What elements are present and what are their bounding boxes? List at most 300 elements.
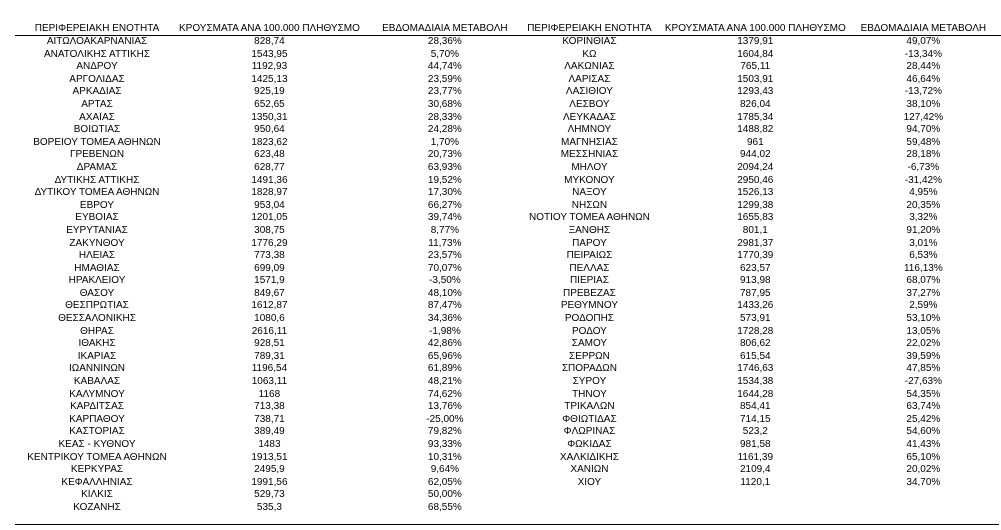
cases-cell: 981,58 (740, 439, 771, 450)
region-cell: ΗΡΑΚΛΕΙΟΥ (68, 275, 126, 287)
table-row (514, 124, 1001, 137)
cases-cell: 1379,91 (737, 36, 774, 47)
region-cell: ΠΙΕΡΙΑΣ (569, 275, 609, 287)
cases-cell: 1644,28 (737, 388, 774, 400)
region-cell: ΣΑΜΟΥ (571, 338, 608, 350)
cases-cell: 773,38 (254, 250, 285, 262)
cases-cell: 1526,13 (737, 187, 774, 199)
table-row (15, 275, 530, 288)
table-row (514, 414, 1001, 427)
region-cell: ΚΑΣΤΟΡΙΑΣ (69, 426, 125, 438)
table-row (514, 36, 1001, 49)
region-cell: ΑΡΚΑΔΙΑΣ (72, 86, 122, 98)
cases-cell: 1425,13 (251, 73, 288, 85)
table-row (15, 351, 530, 364)
table-row (514, 439, 1001, 452)
change-cell: 24,28% (427, 124, 462, 136)
cases-cell: 2495,9 (254, 464, 285, 476)
region-cell: ΣΠΟΡΑΔΩΝ (561, 363, 617, 375)
region-cell: ΦΘΙΩΤΙΔΑΣ (562, 413, 617, 425)
table-row (15, 99, 530, 112)
change-cell: 39,59% (906, 350, 941, 362)
change-cell: 8,77% (430, 224, 460, 236)
region-cell: ΘΕΣΠΡΩΤΙΑΣ (65, 300, 129, 312)
change-cell: 70,07% (427, 262, 462, 274)
table-row (15, 238, 530, 251)
region-cell: ΘΗΡΑΣ (80, 325, 114, 337)
change-cell: 20,73% (427, 149, 462, 161)
change-cell: 13,76% (427, 401, 462, 413)
region-cell: ΕΥΒΟΙΑΣ (75, 212, 119, 224)
region-cell: ΕΥΡΥΤΑΝΙΑΣ (66, 224, 128, 236)
cases-cell: 623,57 (740, 262, 771, 274)
table-row (514, 250, 1001, 263)
header-row (15, 22, 530, 36)
table-row (15, 149, 530, 162)
region-cell: ΓΡΕΒΕΝΩΝ (69, 149, 125, 161)
region-cell: ΧΑΛΚΙΔΙΚΗΣ (559, 451, 619, 463)
change-cell: -31,42% (904, 174, 942, 186)
region-cell: ΕΒΡΟΥ (79, 199, 115, 211)
region-cell: ΔΥΤΙΚΗΣ ΑΤΤΙΚΗΣ (54, 174, 140, 186)
region-cell: ΡΟΔΟΠΗΣ (564, 313, 614, 325)
cases-cell: 806,62 (740, 338, 771, 350)
cases-cell: 849,67 (254, 287, 285, 299)
cases-cell: 789,31 (254, 350, 285, 362)
change-cell: 68,07% (906, 275, 941, 287)
region-cell: ΚΑΡΠΑΘΟΥ (69, 413, 125, 425)
change-cell: 11,73% (428, 237, 462, 249)
region-cell: ΤΗΝΟΥ (572, 388, 607, 400)
region-cell: ΚΕΦΑΛΛΗΝΙΑΣ (61, 476, 133, 488)
cases-cell: 928,51 (254, 338, 285, 350)
table-row (15, 225, 530, 238)
table-row (514, 275, 1001, 288)
table-row (15, 502, 530, 515)
cases-cell: 801,1 (742, 224, 768, 236)
cases-cell: 2109,4 (740, 464, 771, 476)
cases-cell: 535,3 (256, 501, 282, 513)
change-cell: 30,68% (427, 98, 462, 110)
table-row (15, 187, 530, 200)
region-cell: ΝΟΤΙΟΥ ΤΟΜΕΑ ΑΘΗΝΩΝ (529, 212, 650, 224)
region-cell: ΣΕΡΡΩΝ (568, 350, 610, 362)
cases-cell: 1604,84 (737, 48, 774, 60)
region-cell: ΚΕΝΤΡΙΚΟΥ ΤΟΜΕΑ ΑΘΗΝΩΝ (27, 451, 167, 463)
change-cell: 61,89% (427, 363, 462, 375)
cases-cell: 389,49 (254, 426, 285, 438)
region-cell: ΗΛΕΙΑΣ (78, 250, 116, 262)
table-row (15, 250, 530, 263)
cases-cell: 1299,38 (737, 199, 774, 211)
region-cell: ΒΟΙΩΤΙΑΣ (73, 124, 121, 136)
bottom-divider (15, 524, 999, 525)
cases-cell: 738,71 (254, 413, 285, 425)
change-cell: 28,18% (906, 149, 941, 161)
region-cell: ΑΝΔΡΟΥ (76, 61, 118, 73)
cases-cell: 1828,97 (251, 187, 288, 199)
region-cell: ΛΕΣΒΟΥ (569, 98, 610, 110)
change-cell: 44,74% (427, 61, 462, 73)
table-row (514, 175, 1001, 188)
region-cell: ΑΧΑΪΑΣ (79, 111, 115, 123)
table-row (514, 212, 1001, 225)
cases-cell: 1433,26 (737, 300, 774, 312)
cases-cell: 2981,37 (737, 237, 774, 249)
change-cell: 46,64% (906, 73, 941, 85)
region-cell: ΝΗΣΩΝ (571, 199, 608, 211)
region-cell: ΙΘΑΚΗΣ (78, 338, 116, 350)
cases-cell: 854,41 (740, 401, 771, 413)
header-change: ΕΒΔΟΜΑΔΙΑΙΑ ΜΕΤΑΒΟΛΗ (382, 23, 508, 34)
region-cell: ΚΑΡΔΙΤΣΑΣ (70, 401, 124, 413)
cases-cell: 628,77 (254, 161, 285, 173)
change-cell: 59,48% (906, 136, 941, 148)
change-cell: 19,52% (427, 174, 462, 186)
region-cell: ΠΕΙΡΑΙΩΣ (566, 250, 613, 262)
region-cell: ΑΡΓΟΛΙΔΑΣ (69, 73, 125, 85)
right-table-body (514, 36, 1001, 490)
change-cell: 23,77% (427, 86, 462, 98)
cases-cell: 523,2 (742, 426, 768, 438)
table-row (514, 313, 1001, 326)
cases-cell: 1192,93 (251, 61, 288, 73)
table-row (514, 401, 1001, 414)
table-row (15, 389, 530, 402)
change-cell: 37,27% (906, 287, 941, 299)
region-cell: ΛΑΡΙΣΑΣ (568, 73, 611, 85)
cases-cell: 623,48 (254, 149, 285, 161)
cases-cell: 1201,05 (251, 212, 288, 224)
change-cell: -27,63% (904, 376, 942, 388)
change-cell: 4,95% (909, 187, 938, 199)
right-data-table (514, 22, 1001, 489)
change-cell: 62,05% (427, 476, 462, 488)
change-cell: 34,70% (906, 476, 941, 488)
table-row (514, 263, 1001, 276)
cases-cell: 1503,91 (737, 73, 774, 85)
change-cell: 66,27% (427, 199, 462, 211)
cases-cell: 925,19 (254, 86, 285, 98)
change-cell: 2,59% (909, 300, 938, 312)
region-cell: ΛΕΥΚΑΔΑΣ (562, 111, 616, 123)
region-cell: ΚΑΛΥΜΝΟΥ (69, 388, 125, 400)
change-cell: 49,07% (906, 36, 941, 47)
region-cell: ΠΑΡΟΥ (572, 237, 607, 249)
table-row (514, 49, 1001, 62)
change-cell: 50,00% (427, 489, 462, 501)
change-cell: 87,47% (427, 300, 462, 312)
region-cell: ΤΡΙΚΑΛΩΝ (564, 401, 615, 413)
change-cell: 3,01% (909, 237, 938, 249)
change-cell: 74,62% (427, 388, 462, 400)
region-cell: ΘΑΣΟΥ (79, 287, 115, 299)
cases-cell: 1350,31 (251, 111, 288, 123)
table-row (514, 61, 1001, 74)
cases-cell: 1728,28 (737, 325, 774, 337)
region-cell: ΛΑΚΩΝΙΑΣ (564, 61, 615, 73)
change-cell: 22,02% (906, 338, 941, 350)
change-cell: 93,33% (427, 439, 462, 450)
left-table-body (15, 36, 530, 515)
table-row (514, 99, 1001, 112)
cases-cell: 1913,51 (251, 451, 288, 463)
table-row (15, 300, 530, 313)
table-row (15, 313, 530, 326)
region-cell: ΠΡΕΒΕΖΑΣ (562, 287, 616, 299)
change-cell: 28,44% (906, 61, 941, 73)
cases-cell: 2950,46 (737, 174, 774, 186)
change-cell: -25,00% (426, 413, 464, 425)
change-cell: 79,82% (427, 426, 462, 438)
cases-cell: 1776,29 (251, 237, 288, 249)
change-cell: 20,02% (906, 464, 941, 476)
table-row (15, 74, 530, 87)
cases-cell: 308,75 (254, 224, 285, 236)
change-cell: 68,55% (427, 501, 462, 513)
change-cell: 53,10% (906, 313, 941, 325)
region-cell: ΑΡΤΑΣ (81, 98, 113, 110)
cases-cell: 1491,36 (251, 174, 288, 186)
region-cell: ΗΜΑΘΙΑΣ (74, 262, 120, 274)
table-row (15, 137, 530, 150)
change-cell: 65,96% (427, 350, 462, 362)
cases-cell: 699,09 (254, 262, 285, 274)
cases-cell: 1293,43 (737, 86, 774, 98)
region-cell: ΛΗΜΝΟΥ (567, 124, 612, 136)
cases-cell: 2094,24 (737, 161, 774, 173)
change-cell: 28,33% (427, 111, 462, 123)
table-row (15, 452, 530, 465)
cases-cell: 1543,95 (251, 48, 288, 60)
cases-cell: 1483 (258, 439, 281, 450)
region-cell: ΒΟΡΕΙΟΥ ΤΟΜΕΑ ΑΘΗΝΩΝ (33, 136, 161, 148)
table-row (15, 376, 530, 389)
change-cell: 34,36% (427, 313, 462, 325)
cases-cell: 1655,83 (737, 212, 774, 224)
table-row (15, 112, 530, 125)
region-cell: ΧΑΝΙΩΝ (570, 464, 609, 476)
table-row (514, 389, 1001, 402)
region-cell: ΧΙΟΥ (577, 476, 602, 488)
cases-cell: 1770,39 (737, 250, 774, 262)
change-cell: 94,70% (906, 124, 941, 136)
table-row (514, 363, 1001, 376)
table-row (15, 124, 530, 137)
table-row (514, 225, 1001, 238)
cases-cell: 1080,6 (254, 313, 285, 325)
change-cell: 41,43% (906, 439, 941, 450)
table-row (15, 36, 530, 49)
header-row (514, 22, 1001, 36)
table-row (15, 263, 530, 276)
region-cell: ΦΛΩΡΙΝΑΣ (563, 426, 616, 438)
cases-cell: 787,95 (740, 287, 771, 299)
table-row (15, 338, 530, 351)
table-row (15, 426, 530, 439)
table-row (15, 363, 530, 376)
change-cell: 116,13% (903, 262, 943, 274)
change-cell: 48,21% (427, 376, 462, 388)
cases-cell: 765,11 (740, 61, 771, 73)
region-cell: ΚΟΡΙΝΘΙΑΣ (562, 36, 617, 47)
table-row (514, 238, 1001, 251)
header-cases: ΚΡΟΥΣΜΑΤΑ ΑΝΑ 100.000 ΠΛΗΘΥΣΜΟ (179, 23, 360, 34)
table-row (514, 74, 1001, 87)
table-row (514, 187, 1001, 200)
change-cell: 5,70% (430, 48, 460, 60)
change-cell: 28,36% (427, 36, 462, 47)
cases-cell: 950,64 (254, 124, 285, 136)
region-cell: ΜΗΛΟΥ (571, 161, 608, 173)
change-cell: 91,20% (906, 224, 941, 236)
table-row (15, 175, 530, 188)
region-cell: ΦΩΚΙΔΑΣ (567, 439, 612, 450)
table-row (514, 137, 1001, 150)
change-cell: 47,85% (906, 363, 941, 375)
region-cell: ΛΑΣΙΘΙΟΥ (565, 86, 613, 98)
region-cell: ΝΑΞΟΥ (572, 187, 607, 199)
table-row (514, 326, 1001, 339)
cases-cell: 1823,62 (251, 136, 288, 148)
cases-cell: 615,54 (740, 350, 771, 362)
region-cell: ΚΕΑΣ - ΚΥΘΝΟΥ (58, 439, 136, 450)
table-row (514, 351, 1001, 364)
change-cell: -1,98% (429, 325, 461, 337)
table-row (514, 464, 1001, 477)
table-row (514, 112, 1001, 125)
region-cell: ΘΕΣΣΑΛΟΝΙΚΗΣ (58, 313, 136, 325)
change-cell: 3,32% (909, 212, 938, 224)
region-cell: ΑΝΑΤΟΛΙΚΗΣ ΑΤΤΙΚΗΣ (43, 48, 151, 60)
header-cases: ΚΡΟΥΣΜΑΤΑ ΑΝΑ 100.000 ΠΛΗΘΥΣΜΟ (664, 23, 846, 34)
region-cell: ΡΟΔΟΥ (572, 325, 607, 337)
change-cell: -3,50% (429, 275, 461, 287)
change-cell: 23,59% (427, 73, 462, 85)
table-row (15, 288, 530, 301)
cases-cell: 1534,38 (737, 376, 774, 388)
cases-cell: 1063,11 (251, 376, 288, 388)
cases-cell: 826,04 (740, 98, 771, 110)
table-row (15, 162, 530, 175)
change-cell: 127,42% (903, 111, 944, 123)
cases-cell: 713,38 (254, 401, 285, 413)
region-cell: ΚΩ (582, 48, 597, 60)
change-cell: -13,34% (904, 48, 942, 60)
region-cell: ΜΕΣΣΗΝΙΑΣ (560, 149, 619, 161)
table-row (15, 401, 530, 414)
region-cell: ΜΑΓΝΗΣΙΑΣ (561, 136, 618, 148)
region-cell: ΔΥΤΙΚΟΥ ΤΟΜΕΑ ΑΘΗΝΩΝ (34, 187, 160, 199)
region-cell: ΙΩΑΝΝΙΝΩΝ (68, 363, 126, 375)
table-row (514, 149, 1001, 162)
table-row (15, 326, 530, 339)
change-cell: 39,74% (427, 212, 462, 224)
cases-cell: 714,15 (740, 413, 771, 425)
change-cell: 1,70% (430, 136, 460, 148)
cases-cell: 944,02 (740, 149, 771, 161)
region-cell: ΚΑΒΑΛΑΣ (73, 376, 121, 388)
header-change: ΕΒΔΟΜΑΔΙΑΙΑ ΜΕΤΑΒΟΛΗ (860, 23, 987, 34)
cases-cell: 1161,39 (737, 451, 773, 463)
change-cell: 48,10% (427, 287, 462, 299)
change-cell: 6,53% (909, 250, 938, 262)
region-cell: ΡΕΘΥΜΝΟΥ (560, 300, 618, 312)
table-row (514, 452, 1001, 465)
change-cell: 25,42% (906, 413, 941, 425)
table-row (514, 426, 1001, 439)
cases-cell: 913,98 (740, 275, 771, 287)
header-region: ΠΕΡΙΦΕΡΕΙΑΚΗ ΕΝΟΤΗΤΑ (527, 23, 652, 34)
change-cell: 63,74% (906, 401, 941, 413)
cases-cell: 1488,82 (737, 124, 774, 136)
cases-cell: 1612,87 (251, 300, 288, 312)
change-cell: 10,31% (427, 451, 462, 463)
cases-cell: 529,73 (254, 489, 285, 501)
region-cell: ΚΕΡΚΥΡΑΣ (70, 464, 124, 476)
table-row (514, 288, 1001, 301)
table-row (15, 61, 530, 74)
region-cell: ΜΥΚΟΝΟΥ (564, 174, 615, 186)
table-row (15, 212, 530, 225)
table-row (15, 477, 530, 490)
region-cell: ΞΑΝΘΗΣ (568, 224, 611, 236)
region-cell: ΠΕΛΛΑΣ (569, 262, 610, 274)
region-cell: ΑΙΤΩΛΟΑΚΑΡΝΑΝΙΑΣ (46, 36, 148, 47)
cases-cell: 652,65 (254, 98, 285, 110)
change-cell: 42,86% (427, 338, 462, 350)
cases-cell: 1571,9 (254, 275, 285, 287)
change-cell: 38,10% (906, 98, 941, 110)
change-cell: 20,35% (906, 199, 941, 211)
table-row (15, 200, 530, 213)
cases-cell: 2616,11 (251, 325, 288, 337)
change-cell: 63,93% (427, 161, 462, 173)
table-row (15, 86, 530, 99)
region-cell: ΚΟΖΑΝΗΣ (73, 501, 121, 513)
region-cell: ΚΙΛΚΙΣ (81, 489, 113, 501)
cases-cell: 1168 (258, 388, 281, 400)
change-cell: 65,10% (906, 451, 941, 463)
left-data-table (15, 22, 530, 515)
cases-cell: 953,04 (254, 199, 285, 211)
cases-cell: 1120,1 (740, 476, 771, 488)
cases-cell: 1196,54 (251, 363, 288, 375)
table-row (514, 162, 1001, 175)
table-row (514, 200, 1001, 213)
table-row (15, 414, 530, 427)
change-cell: 9,64% (430, 464, 460, 476)
table-row (514, 477, 1001, 490)
change-cell: 54,35% (906, 388, 941, 400)
region-cell: ΔΡΑΜΑΣ (76, 161, 118, 173)
region-cell: ΖΑΚΥΝΘΟΥ (69, 237, 125, 249)
cases-cell: 1991,56 (251, 476, 288, 488)
table-row (514, 338, 1001, 351)
change-cell: 23,57% (427, 250, 462, 262)
header-region: ΠΕΡΙΦΕΡΕΙΑΚΗ ΕΝΟΤΗΤΑ (34, 23, 160, 34)
change-cell: 13,05% (906, 325, 941, 337)
cases-cell: 828,74 (254, 36, 285, 47)
table-row (514, 300, 1001, 313)
table-row (15, 439, 530, 452)
cases-cell: 573,91 (740, 313, 771, 325)
table-row (514, 86, 1001, 99)
table-row (15, 49, 530, 62)
change-cell: 54,60% (906, 426, 941, 438)
table-row (514, 376, 1001, 389)
change-cell: -6,73% (907, 161, 940, 173)
